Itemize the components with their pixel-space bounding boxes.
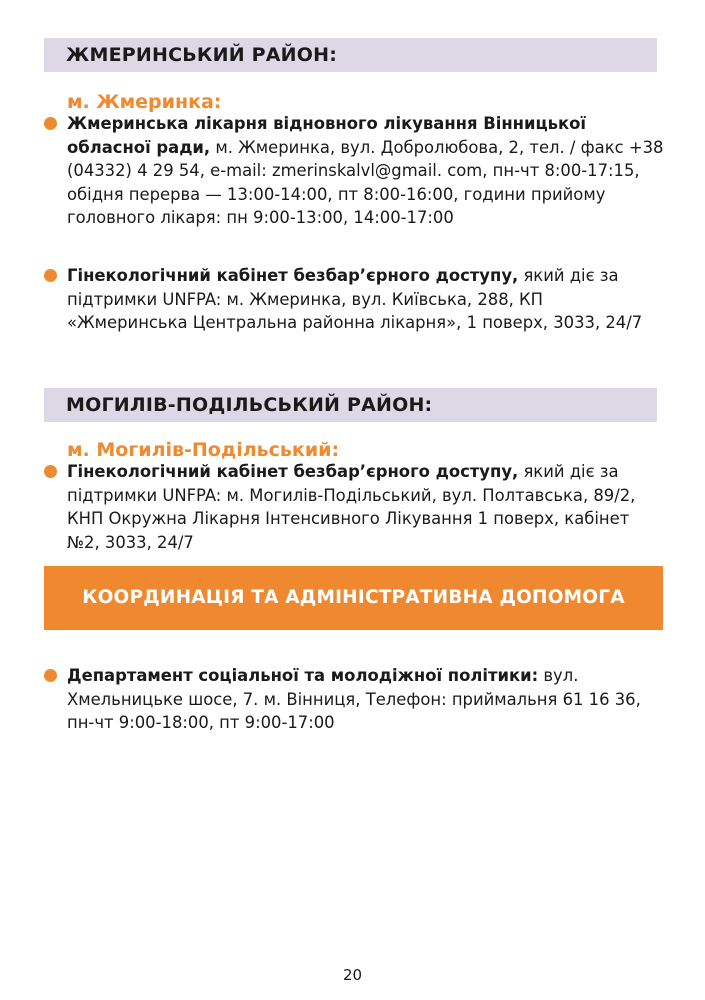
city-heading-mohyliv-podilskyi: м. Могилів-Подільський: bbox=[67, 439, 340, 461]
bullet-icon bbox=[44, 669, 57, 682]
entry-details: який діє за підтримки UNFPA: м. Могилів-Подільський, вул. Полтавська, 89/2, КНП Окружна Лікарня Інтенсивного Лікування 1 поверх, кабінет №2, 3033, 24/7 bbox=[67, 462, 636, 552]
bullet-icon bbox=[44, 465, 57, 478]
district-header-mohyliv-podilskyi: МОГИЛІВ-ПОДІЛЬСЬКИЙ РАЙОН: bbox=[44, 388, 657, 422]
district-header-zhmerynka: ЖМЕРИНСЬКИЙ РАЙОН: bbox=[44, 38, 657, 72]
entry-details: який діє за підтримки UNFPA: м. Жмеринка, вул. Київська, 288, КП «Жмеринська Центральна районна лікарня», 1 поверх, 3033, 24/7 bbox=[67, 266, 643, 332]
list-item bbox=[67, 112, 667, 230]
list-item bbox=[67, 264, 667, 335]
entry-name: Гінекологічний кабінет безбар’єрного доступу, bbox=[67, 462, 519, 481]
entry-name: Жмеринська лікарня відновного лікування Вінницької обласної ради, bbox=[67, 114, 586, 157]
list-item bbox=[67, 460, 667, 554]
list-item bbox=[67, 664, 667, 735]
bullet-icon bbox=[44, 117, 57, 130]
entry-name: Гінекологічний кабінет безбар’єрного доступу, bbox=[67, 266, 519, 285]
bullet-icon bbox=[44, 269, 57, 282]
entry-details: вул. Хмельницьке шосе, 7. м. Вінниця, Телефон: приймальня 61 16 36, пн-чт 9:00-18:00, пт 9:00-17:00 bbox=[67, 666, 641, 732]
entry-name: Департамент соціальної та молодіжної політики: bbox=[67, 666, 539, 685]
coordination-banner: КООРДИНАЦІЯ ТА АДМІНІСТРАТИВНА ДОПОМОГА bbox=[44, 566, 663, 630]
page-number: 20 bbox=[342, 966, 363, 984]
city-heading-zhmerynka: м. Жмеринка: bbox=[67, 91, 222, 113]
entry-details: м. Жмеринка, вул. Добролюбова, 2, тел. / факс +38 (04332) 4 29 54, e-mail: zmerinskalvl@gmail. com, пн-чт 8:00-17:15, обідня перерва — 13:00-14:00, пт 8:00-16:00, години прийому головного лікаря: пн 9:00-13:00, 14:00-17:00 bbox=[67, 137, 664, 227]
